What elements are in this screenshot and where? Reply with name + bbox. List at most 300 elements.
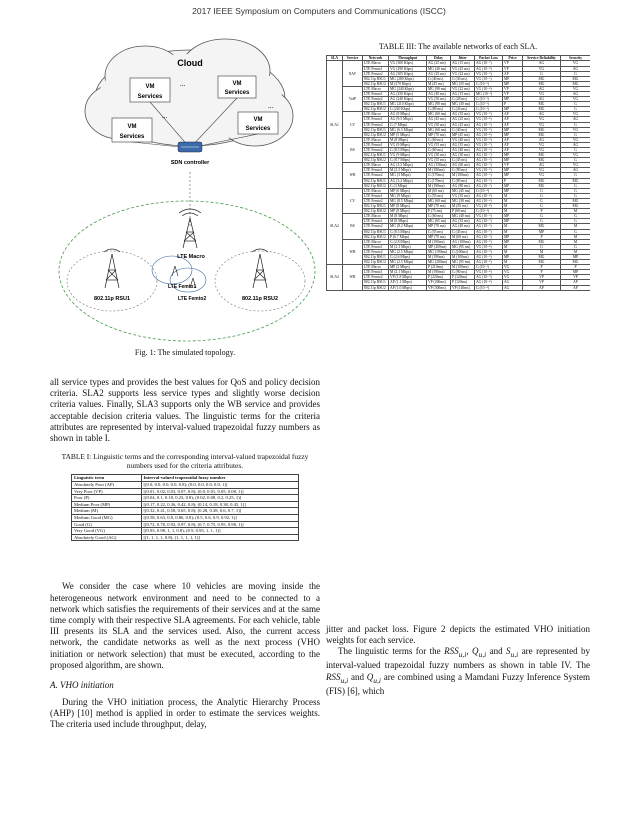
- dots: ...: [268, 102, 274, 110]
- table3-cell: MG: [523, 107, 561, 112]
- table1-cell: [(0.93, 0.98, 1, 1, 0.8); (0.9, 0.95, 1, 1, 1)]: [141, 528, 299, 535]
- table3-cell: AG (100ms): [451, 239, 475, 244]
- table1-cell: [(0.04, 0.1, 0.18, 0.23, 0.8); (0.02, 0.08, 0.2, 0.25, 1)]: [141, 495, 299, 502]
- table3-cell: P: [561, 265, 591, 270]
- table3-cell: AG (15 ms): [451, 91, 475, 96]
- table3-header-cell: Packet Loss: [475, 56, 503, 61]
- table3-cell: VG (10⁻⁴): [475, 270, 503, 275]
- table3-header-cell: SLA: [327, 56, 343, 61]
- table3-cell: AG: [561, 168, 591, 173]
- table3-cell: AG (25 ms): [427, 71, 451, 76]
- table1-cell: Medium (M): [72, 508, 142, 515]
- table3-cell: MP: [503, 168, 523, 173]
- left-paragraph-2: We consider the case where 10 vehicles are moving inside the heterogeneous network environment and need to be connected to a network which satisfies the requirements of their services and at the same time comply with their respective SLA agreements. For each vehicle, table III presents its SLA and the services used. Also, the current access network, the candidate networks as well as the next process (VHO initiation or network selection) that must be executed, according to the proposed algorithm, are shown.: [50, 581, 320, 670]
- vm-box-2: [218, 76, 256, 98]
- table3-cell: MP: [561, 270, 591, 275]
- table3-cell: G (90 ms): [451, 168, 475, 173]
- table1: [71, 474, 299, 541]
- table3-cell: MG (45 ms): [451, 188, 475, 193]
- rsu1-tower-icon: [104, 249, 120, 288]
- table3-cell: VG: [523, 66, 561, 71]
- table3-cell: AG (60 ms): [451, 163, 475, 168]
- sdn-controller-label: SDN controller: [170, 160, 210, 166]
- table3-cell: MG: [523, 224, 561, 229]
- table3-cell: MP: [503, 76, 523, 81]
- table3-cell: AG (10⁻⁶): [475, 122, 503, 127]
- table3-cell: AP: [503, 71, 523, 76]
- table3-cell: M: [561, 239, 591, 244]
- table3-cell: MG: [523, 81, 561, 86]
- table3-cell: LTE Macro: [363, 188, 389, 193]
- table3-cell: LTE Femto2: [363, 97, 389, 102]
- table3-cell: 802.11p RSU1: [363, 229, 389, 234]
- table3-cell: VG: [503, 270, 523, 275]
- table3-cell: VG (10⁻⁷): [475, 142, 503, 147]
- table3-cell: G (8.5 Mbps): [389, 148, 427, 153]
- table3-cell: AG (10⁻⁸): [475, 66, 503, 71]
- table3-cell: M (180ms): [427, 168, 451, 173]
- table3-cell: AG (10⁻⁶): [475, 173, 503, 178]
- table1-body: [72, 482, 299, 541]
- table3-cell: M (8 Mbps): [389, 219, 427, 224]
- table3-cell: AG (305 Kbps): [389, 71, 427, 76]
- math-symbol: Q: [471, 646, 479, 657]
- table3-cell: MG (40 ms): [451, 214, 475, 219]
- table3-cell: AP: [523, 285, 561, 290]
- table3-cell: MP (70 ms): [427, 204, 451, 209]
- table3-cell: M: [503, 229, 523, 234]
- sla-cell: SLA1: [327, 61, 343, 188]
- table3-cell: VG (300 Kbps): [389, 61, 427, 66]
- table3-cell: AP: [503, 117, 523, 122]
- table3-cell: MG: [523, 102, 561, 107]
- table3-cell: AG (10⁻⁷): [475, 219, 503, 224]
- table3-cell: AG (10⁻⁴): [475, 198, 503, 203]
- table3-cell: AG: [523, 112, 561, 117]
- table3-cell: AG (10⁻⁴): [475, 193, 503, 198]
- table3-cell: AG (40 ms): [427, 91, 451, 96]
- table3-cell: VG: [561, 97, 591, 102]
- table3-cell: G: [561, 193, 591, 198]
- table3-cell: LTE Femto1: [363, 168, 389, 173]
- text-run: and: [486, 646, 507, 657]
- left-paragraph-3: During the VHO initiation process, the Analytic Hierarchy Process (AHP) [10] method is applied in order to estimate the services weights. The criteria used include throughput, delay,: [50, 696, 320, 730]
- table3-cell: MP: [503, 127, 523, 132]
- table1-row: [72, 495, 299, 502]
- table3-caption: TABLE III: The available networks of each SLA.: [378, 42, 538, 51]
- table3-cell: AG (35 ms): [451, 112, 475, 117]
- table3-cell: MG (90 ms): [427, 86, 451, 91]
- table3-cell: VG (10⁻⁵): [475, 127, 503, 132]
- table3-cell: G (10⁻⁴): [475, 285, 503, 290]
- table3-cell: P (210ms): [427, 265, 451, 270]
- rsu2-tower-icon: [252, 249, 268, 288]
- table3-cell: AG (10⁻⁴): [475, 280, 503, 285]
- table3-cell: VG: [561, 127, 591, 132]
- text-run: are combined using a Mamdani Fuzzy Inference System (FIS) [6], which: [326, 671, 591, 696]
- table3-row: [327, 285, 591, 290]
- table3-cell: G: [561, 188, 591, 193]
- table3-cell: MG: [523, 127, 561, 132]
- table3-cell: AG: [523, 61, 561, 66]
- table3-cell: VG (50 ms): [427, 97, 451, 102]
- table3-cell: MG: [561, 204, 591, 209]
- table3-cell: MP: [503, 153, 523, 158]
- table3-cell: MG: [523, 153, 561, 158]
- table3-cell: VP: [523, 280, 561, 285]
- table3-cell: MG: [523, 158, 561, 163]
- table3-cell: MG (8.5 Mbps): [389, 198, 427, 203]
- table3-cell: M (8 Mbps): [389, 137, 427, 142]
- macro-coverage: [59, 201, 315, 341]
- table3-cell: M (2.3 Mbps): [389, 244, 427, 249]
- table3-cell: G: [561, 244, 591, 249]
- vm-label: VM: [145, 84, 155, 90]
- vm-label: VM: [253, 117, 263, 123]
- rsu1-coverage: [67, 251, 157, 311]
- table3-header-cell: Service: [343, 56, 363, 61]
- table3-cell: MP (70 ms): [427, 234, 451, 239]
- table3-cell: AG (10⁻⁶): [475, 178, 503, 183]
- table3-cell: MP (5 Mbps): [389, 132, 427, 137]
- table3-cell: LTE Femto2: [363, 249, 389, 254]
- table3-cell: VG (40 ms): [451, 137, 475, 142]
- table3-header-cell: Service Reliability: [523, 56, 561, 61]
- text-run: are represented by interval-valued trapezoidal fuzzy numbers as shown in table IV. The: [326, 646, 590, 671]
- table3-cell: LTE Femto2: [363, 198, 389, 203]
- table3-cell: G (40 ms): [427, 76, 451, 81]
- table3-cell: LTE Femto1: [363, 244, 389, 249]
- table3-cell: MG (200ms): [427, 260, 451, 265]
- table3-header-cell: Throughput: [389, 56, 427, 61]
- table3-cell: VG: [523, 117, 561, 122]
- table1-cell: Absolutely Good (AG): [72, 534, 142, 541]
- table3-cell: MG (30 ms): [451, 198, 475, 203]
- table3-cell: 802.11p RSU2: [363, 234, 389, 239]
- cloud-title: Cloud: [177, 58, 203, 68]
- table3-cell: AG (10⁻⁵): [475, 260, 503, 265]
- table3-cell: VG (25 ms): [451, 66, 475, 71]
- table3-cell: MP: [503, 97, 523, 102]
- dots: ...: [162, 112, 168, 120]
- table3-cell: VP: [523, 275, 561, 280]
- services-label: Services: [224, 90, 250, 96]
- table3-cell: VP (300ms): [427, 285, 451, 290]
- table3-cell: M: [561, 249, 591, 254]
- table3-cell: AG (35 ms): [451, 142, 475, 147]
- table3-cell: VP: [561, 275, 591, 280]
- table3-cell: G (10⁻³): [475, 102, 503, 107]
- table3-cell: LTE Femto2: [363, 122, 389, 127]
- table3-cell: VP: [503, 61, 523, 66]
- table3-cell: 802.11p RSU1: [363, 254, 389, 259]
- table3-cell: MG (90 ms): [427, 102, 451, 107]
- table3-cell: AG (10⁻⁶): [475, 183, 503, 188]
- table3-cell: AG (10⁻⁶): [475, 148, 503, 153]
- table3-cell: M (100ms): [451, 173, 475, 178]
- table3-cell: G (10⁻⁴): [475, 188, 503, 193]
- service-cell: NAV: [343, 61, 363, 86]
- table3-cell: AG (240 Kbps): [389, 97, 427, 102]
- table3-cell: VG (10⁻⁶): [475, 76, 503, 81]
- table3-cell: G: [523, 71, 561, 76]
- left-column: [50, 26, 320, 731]
- table3-cell: LTE Macro: [363, 112, 389, 117]
- math-symbol: RSS: [326, 671, 341, 682]
- table3-cell: AG (10⁻⁵): [475, 239, 503, 244]
- table3-cell: P (120ms): [451, 275, 475, 280]
- table3-cell: AG: [561, 117, 591, 122]
- math-s: [506, 646, 519, 660]
- figure-caption: Fig. 1: The simulated topology.: [134, 348, 236, 357]
- table1-cell: Very Poor (VP): [72, 488, 142, 495]
- math-rss: [326, 671, 349, 685]
- table3-header-cell: Security: [561, 56, 591, 61]
- table3-cell: AG (45 ms): [427, 117, 451, 122]
- table3-cell: G (80 ms): [427, 107, 451, 112]
- table3-cell: VP (140ms): [451, 285, 475, 290]
- table3-cell: G (10⁻⁴): [475, 209, 503, 214]
- table3-cell: AG (3.2 Mbps): [389, 178, 427, 183]
- table3-cell: LTE Femto2: [363, 224, 389, 229]
- service-cell: BS: [343, 214, 363, 239]
- table3-cell: G (8.7 Mbps): [389, 158, 427, 163]
- table3-cell: AP: [503, 137, 523, 142]
- right-column: [326, 42, 590, 697]
- table3-cell: G: [523, 214, 561, 219]
- lte-femto1-label: LTE Femto1: [168, 284, 197, 290]
- table3-cell: LTE Femto2: [363, 173, 389, 178]
- rsu2-label: 802.11p RSU2: [241, 296, 279, 302]
- table3-header-cell: Network: [363, 56, 389, 61]
- table3-cell: M (100ms): [451, 265, 475, 270]
- table1-row: [72, 508, 299, 515]
- table3-cell: P (6.7 Mbps): [389, 234, 427, 239]
- lte-macro-tower-icon: [179, 209, 201, 248]
- table1-header-cell: Linguistic term: [72, 475, 142, 482]
- conference-header: 2017 IEEE Symposium on Computers and Communications (ISCC): [192, 6, 446, 16]
- table3-cell: AG (10⁻⁶): [475, 234, 503, 239]
- table3-header-cell: Delay: [427, 56, 451, 61]
- table3-cell: VG (10⁻⁴): [475, 244, 503, 249]
- table3-cell: G: [561, 183, 591, 188]
- rsu1-label: 802.11p RSU1: [93, 296, 131, 302]
- table3-cell: VG (55 ms): [427, 158, 451, 163]
- table3-cell: AP: [503, 142, 523, 147]
- table3-cell: VP: [503, 91, 523, 96]
- table3-cell: 802.11p RSU1: [363, 178, 389, 183]
- table3-cell: AG (30 ms): [451, 153, 475, 158]
- table3-cell: P: [523, 234, 561, 239]
- table3-cell: MG: [523, 132, 561, 137]
- table3-cell: AG (35 ms): [451, 219, 475, 224]
- table3-cell: MG (3 Mbps): [389, 173, 427, 178]
- table3-cell: MP (6 Mbps): [389, 188, 427, 193]
- table3-cell: MG (9 Mbps): [389, 193, 427, 198]
- table3-cell: LTE Macro: [363, 86, 389, 91]
- table1-row: [72, 514, 299, 521]
- service-cell: WB: [343, 239, 363, 264]
- table3-cell: VG (50 ms): [427, 122, 451, 127]
- table3-cell: G (90 ms): [451, 270, 475, 275]
- table3-cell: G (7 Mbps): [389, 122, 427, 127]
- table3-cell: 802.11p RSU1: [363, 204, 389, 209]
- table3-cell: 802.11p RSU2: [363, 132, 389, 137]
- table3-cell: AP (1.1 Mbps): [389, 280, 427, 285]
- table1-row: [72, 482, 299, 489]
- table3-cell: P: [523, 265, 561, 270]
- right-paragraph-2: [326, 646, 590, 696]
- table3-cell: G (60 ms): [427, 214, 451, 219]
- table3-cell: M: [503, 249, 523, 254]
- table3-cell: G (170ms): [427, 173, 451, 178]
- table3-cell: M: [503, 198, 523, 203]
- math-subscript: u,i: [478, 650, 487, 660]
- table3-cell: M: [503, 193, 523, 198]
- table3: [326, 55, 590, 291]
- table3-cell: G (30 ms): [451, 76, 475, 81]
- table3-cell: AG (40 ms): [451, 224, 475, 229]
- table3-cell: LTE Femto2: [363, 148, 389, 153]
- table3-cell: VP (1.8 Mbps): [389, 275, 427, 280]
- table3-cell: MP: [503, 234, 523, 239]
- table3-cell: P (220ms): [427, 275, 451, 280]
- table3-cell: MG (240 Kbps): [389, 86, 427, 91]
- table3-cell: M (190ms): [427, 183, 451, 188]
- table3-cell: G: [561, 173, 591, 178]
- table3-cell: P (60 ms): [451, 209, 475, 214]
- table3-cell: 802.11p RSU2: [363, 183, 389, 188]
- table3-cell: G: [523, 188, 561, 193]
- table3-cell: MP: [503, 239, 523, 244]
- table3-cell: AG (10⁻⁴): [475, 132, 503, 137]
- table3-cell: LTE Macro: [363, 214, 389, 219]
- table3-cell: P: [523, 270, 561, 275]
- table3-cell: AG (80 ms): [451, 183, 475, 188]
- table3-cell: LTE Macro: [363, 163, 389, 168]
- table3-cell: AG: [561, 142, 591, 147]
- table3-cell: VG: [523, 168, 561, 173]
- table3-body: [327, 61, 591, 290]
- table1-cell: [(0.32, 0.41, 0.58, 0.65, 0.8); (0.28, 0.38, 0.6, 0.7, 1)]: [141, 508, 299, 515]
- table3-cell: MG: [523, 254, 561, 259]
- table3-cell: LTE Femto2: [363, 275, 389, 280]
- service-cell: VoIP: [343, 86, 363, 111]
- table3-cell: P (75 ms): [427, 209, 451, 214]
- table1-header-row: [72, 475, 299, 482]
- table3-cell: LTE Femto1: [363, 117, 389, 122]
- table3-cell: AG (15 ms): [451, 61, 475, 66]
- table3-cell: MP (200ms): [427, 244, 451, 249]
- table3-cell: AG (10⁻⁶): [475, 224, 503, 229]
- table3-cell: AP: [503, 112, 523, 117]
- table3-cell: VG (290 Kbps): [389, 66, 427, 71]
- vm-label: VM: [232, 81, 242, 87]
- vm-label: VM: [127, 124, 137, 130]
- table3-cell: M: [523, 249, 561, 254]
- table3-cell: MG (65 ms): [427, 219, 451, 224]
- table3-cell: VG (55 ms): [427, 142, 451, 147]
- table3-cell: MG: [561, 178, 591, 183]
- table3-cell: G (10⁻³): [475, 97, 503, 102]
- vm-box-1: [130, 78, 170, 102]
- table1-cell: Medium Poor (MP): [72, 501, 142, 508]
- table3-cell: MG: [523, 239, 561, 244]
- table3-cell: VG: [561, 137, 591, 142]
- table3-cell: M: [503, 209, 523, 214]
- table3-cell: MP (45 ms): [451, 132, 475, 137]
- table1-cell: [(0.58, 0.63, 0.8, 0.86, 0.8); (0.5, 0.6, 0.9, 0.92, 1)]: [141, 514, 299, 521]
- table3-cell: MP (8 Mbps): [389, 204, 427, 209]
- sla-cell: SLA3: [327, 265, 343, 290]
- table3-cell: MP: [503, 254, 523, 259]
- table3-cell: AG (150ms): [427, 163, 451, 168]
- table3-cell: LTE Femto1: [363, 193, 389, 198]
- femto1-coverage: [152, 256, 192, 284]
- table1-cell: Very Good (VG): [72, 528, 142, 535]
- math-rss: [444, 646, 467, 660]
- service-cell: WB: [343, 265, 363, 290]
- table3-cell: MG (60 ms): [427, 198, 451, 203]
- table3-cell: G: [561, 229, 591, 234]
- table3-cell: VG: [523, 148, 561, 153]
- table3-cell: G (40 ms): [451, 127, 475, 132]
- right-text: [326, 624, 590, 697]
- table3-cell: M (100ms): [451, 254, 475, 259]
- table3-cell: VG: [561, 112, 591, 117]
- table1-cell: [(0.01, 0.02, 0.03, 0.07, 0.8); (0.0, 0.01, 0.05, 0.08, 1)]: [141, 488, 299, 495]
- table3-cell: G (2.8 Mbps): [389, 239, 427, 244]
- table3-header-cell: Price: [503, 56, 523, 61]
- table3-cell: P (120ms): [451, 280, 475, 285]
- table3-cell: AG (8 Mbps): [389, 112, 427, 117]
- table3-cell: VG (22 ms): [451, 86, 475, 91]
- table3-cell: AG (10⁻⁶): [475, 163, 503, 168]
- table3-cell: MG (95 ms): [451, 260, 475, 265]
- table3-cell: 802.11p RSU2: [363, 209, 389, 214]
- table3-cell: VP: [503, 163, 523, 168]
- math-symbol: RSS: [444, 646, 459, 657]
- table3-cell: VG (9 Mbps): [389, 142, 427, 147]
- table3-cell: G: [561, 71, 591, 76]
- table3-cell: P: [503, 178, 523, 183]
- table3-cell: VG (10⁻⁵): [475, 168, 503, 173]
- table3-cell: MP (2 Mbps): [389, 265, 427, 270]
- text-run: ,: [466, 646, 472, 657]
- table3-cell: 802.11p RSU1: [363, 76, 389, 81]
- table3-cell: MP: [503, 214, 523, 219]
- table3-cell: M (2.5 Mbps): [389, 168, 427, 173]
- table3-cell: G (220 Kbps): [389, 107, 427, 112]
- lte-femto2-label: LTE Femto2: [178, 296, 207, 302]
- math-subscript: u,i: [458, 650, 467, 660]
- table3-cell: G (10⁻³): [475, 107, 503, 112]
- table3-cell: AG (40 ms): [451, 148, 475, 153]
- table3-cell: G: [561, 158, 591, 163]
- table3-cell: VG (50 ms): [427, 153, 451, 158]
- table3-cell: VG (10⁻⁵): [475, 112, 503, 117]
- table3-cell: MG (280 Kbps): [389, 76, 427, 81]
- table3-cell: AG: [523, 137, 561, 142]
- table3-cell: VG (35 ms): [451, 193, 475, 198]
- table3-cell: 802.11p RSU2: [363, 107, 389, 112]
- table3-cell: AG (10⁻⁵): [475, 254, 503, 259]
- table3-cell: VG (10⁻⁶): [475, 214, 503, 219]
- table3-cell: VG: [523, 91, 561, 96]
- table3-cell: AG (10⁻⁵): [475, 275, 503, 280]
- table3-cell: MG (30 ms): [451, 102, 475, 107]
- table3-cell: M: [561, 209, 591, 214]
